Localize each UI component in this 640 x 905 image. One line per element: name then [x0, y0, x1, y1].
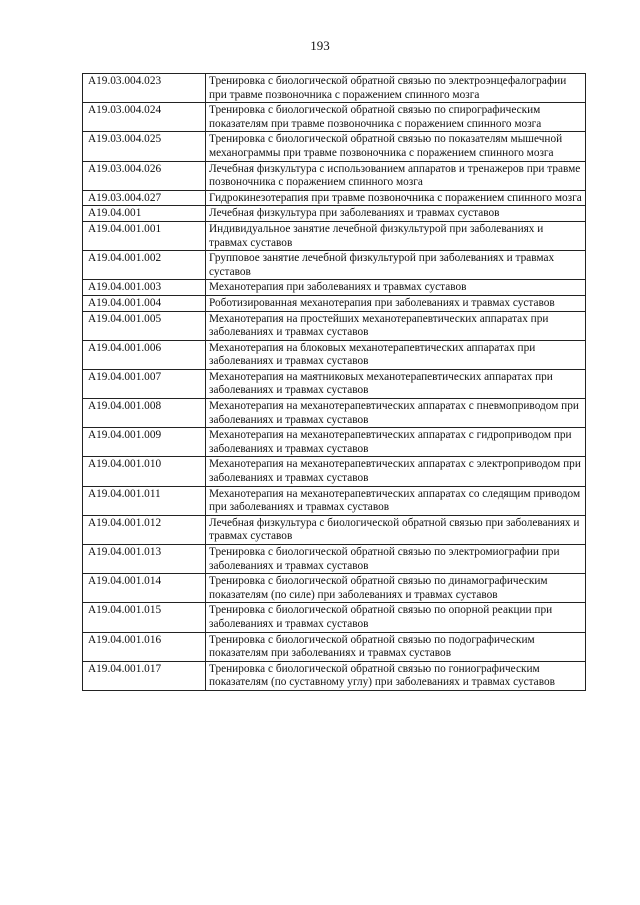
service-code-cell: A19.04.001.009: [83, 428, 206, 457]
service-name-cell: Механотерапия на механотерапевтических аппаратах с электроприводом при заболеваниях и травмах суставов: [206, 457, 586, 486]
service-name-cell: Тренировка с биологической обратной связью по электромиографии при заболеваниях и травмах суставов: [206, 545, 586, 574]
service-code-cell: A19.04.001.007: [83, 369, 206, 398]
table-row: [83, 574, 586, 603]
service-code-cell: A19.04.001.004: [83, 295, 206, 311]
service-name-cell: Тренировка с биологической обратной связью по гониографическим показателям (по суставному углу) при заболеваниях и травмах суставов: [206, 661, 586, 690]
service-name-cell: Механотерапия на механотерапевтических аппаратах со следящим приводом при заболеваниях и травмах суставов: [206, 486, 586, 515]
table-row: [83, 486, 586, 515]
table-row: [83, 221, 586, 250]
service-name-cell: Механотерапия на механотерапевтических аппаратах с пневмоприводом при заболеваниях и травмах суставов: [206, 399, 586, 428]
service-code-cell: A19.03.004.026: [83, 161, 206, 190]
table-row: [83, 190, 586, 206]
service-code-cell: A19.04.001.008: [83, 399, 206, 428]
table-row: [83, 661, 586, 690]
service-name-cell: Лечебная физкультура с биологической обратной связью при заболеваниях и травмах суставов: [206, 515, 586, 544]
page-number: 193: [310, 38, 330, 53]
service-name-cell: Тренировка с биологической обратной связью по спирографическим показателям при травме позвоночника с поражением спинного мозга: [206, 103, 586, 132]
service-name-cell: Роботизированная механотерапия при заболеваниях и травмах суставов: [206, 295, 586, 311]
table-row: [83, 103, 586, 132]
service-name-cell: Механотерапия на механотерапевтических аппаратах с гидроприводом при заболеваниях и травмах суставов: [206, 428, 586, 457]
table-row: [83, 457, 586, 486]
table-row: [83, 340, 586, 369]
table-body: [83, 74, 586, 691]
service-name-cell: Тренировка с биологической обратной связью по динамографическим показателям (по силе) при заболеваниях и травмах суставов: [206, 574, 586, 603]
service-name-cell: Гидрокинезотерапия при травме позвоночника с поражением спинного мозга: [206, 190, 586, 206]
service-name-cell: Групповое занятие лечебной физкультурой при заболеваниях и травмах суставов: [206, 251, 586, 280]
table-row: [83, 399, 586, 428]
service-code-cell: A19.04.001.011: [83, 486, 206, 515]
table-row: [83, 428, 586, 457]
service-code-cell: A19.04.001.002: [83, 251, 206, 280]
service-code-cell: A19.04.001.012: [83, 515, 206, 544]
service-code-cell: A19.04.001.006: [83, 340, 206, 369]
service-name-cell: Тренировка с биологической обратной связью по показателям мышечной механограммы при травме позвоночника с поражением спинного мозга: [206, 132, 586, 161]
service-code-cell: A19.04.001.015: [83, 603, 206, 632]
table-row: [83, 632, 586, 661]
service-code-cell: A19.04.001.017: [83, 661, 206, 690]
table-row: [83, 515, 586, 544]
service-name-cell: Тренировка с биологической обратной связью по электроэнцефалографии при травме позвоночника с поражением спинного мозга: [206, 74, 586, 103]
service-code-cell: A19.04.001.005: [83, 311, 206, 340]
table-row: [83, 369, 586, 398]
service-name-cell: Механотерапия при заболеваниях и травмах суставов: [206, 280, 586, 296]
table-row: [83, 206, 586, 222]
service-name-cell: Механотерапия на блоковых механотерапевтических аппаратах при заболеваниях и травмах суставов: [206, 340, 586, 369]
service-codes-table: [82, 73, 586, 691]
table-row: [83, 161, 586, 190]
service-code-cell: A19.04.001.014: [83, 574, 206, 603]
service-code-cell: A19.04.001.013: [83, 545, 206, 574]
service-name-cell: Механотерапия на маятниковых механотерапевтических аппаратах при заболеваниях и травмах суставов: [206, 369, 586, 398]
service-name-cell: Тренировка с биологической обратной связью по подографическим показателям при заболеваниях и травмах суставов: [206, 632, 586, 661]
table-row: [83, 603, 586, 632]
table-row: [83, 74, 586, 103]
service-code-cell: A19.03.004.023: [83, 74, 206, 103]
service-name-cell: Индивидуальное занятие лечебной физкультурой при заболеваниях и травмах суставов: [206, 221, 586, 250]
table-row: [83, 545, 586, 574]
service-code-cell: A19.04.001.016: [83, 632, 206, 661]
service-name-cell: Лечебная физкультура при заболеваниях и травмах суставов: [206, 206, 586, 222]
service-code-cell: A19.04.001: [83, 206, 206, 222]
service-code-cell: A19.04.001.003: [83, 280, 206, 296]
service-name-cell: Лечебная физкультура с использованием аппаратов и тренажеров при травме позвоночника с поражением спинного мозга: [206, 161, 586, 190]
service-code-cell: A19.04.001.010: [83, 457, 206, 486]
service-name-cell: Механотерапия на простейших механотерапевтических аппаратах при заболеваниях и травмах суставов: [206, 311, 586, 340]
service-code-cell: A19.03.004.024: [83, 103, 206, 132]
table-row: [83, 295, 586, 311]
service-code-cell: A19.03.004.027: [83, 190, 206, 206]
table-row: [83, 280, 586, 296]
table-row: [83, 132, 586, 161]
table-row: [83, 251, 586, 280]
service-name-cell: Тренировка с биологической обратной связью по опорной реакции при заболеваниях и травмах суставов: [206, 603, 586, 632]
table-row: [83, 311, 586, 340]
service-code-cell: A19.04.001.001: [83, 221, 206, 250]
service-code-cell: A19.03.004.025: [83, 132, 206, 161]
